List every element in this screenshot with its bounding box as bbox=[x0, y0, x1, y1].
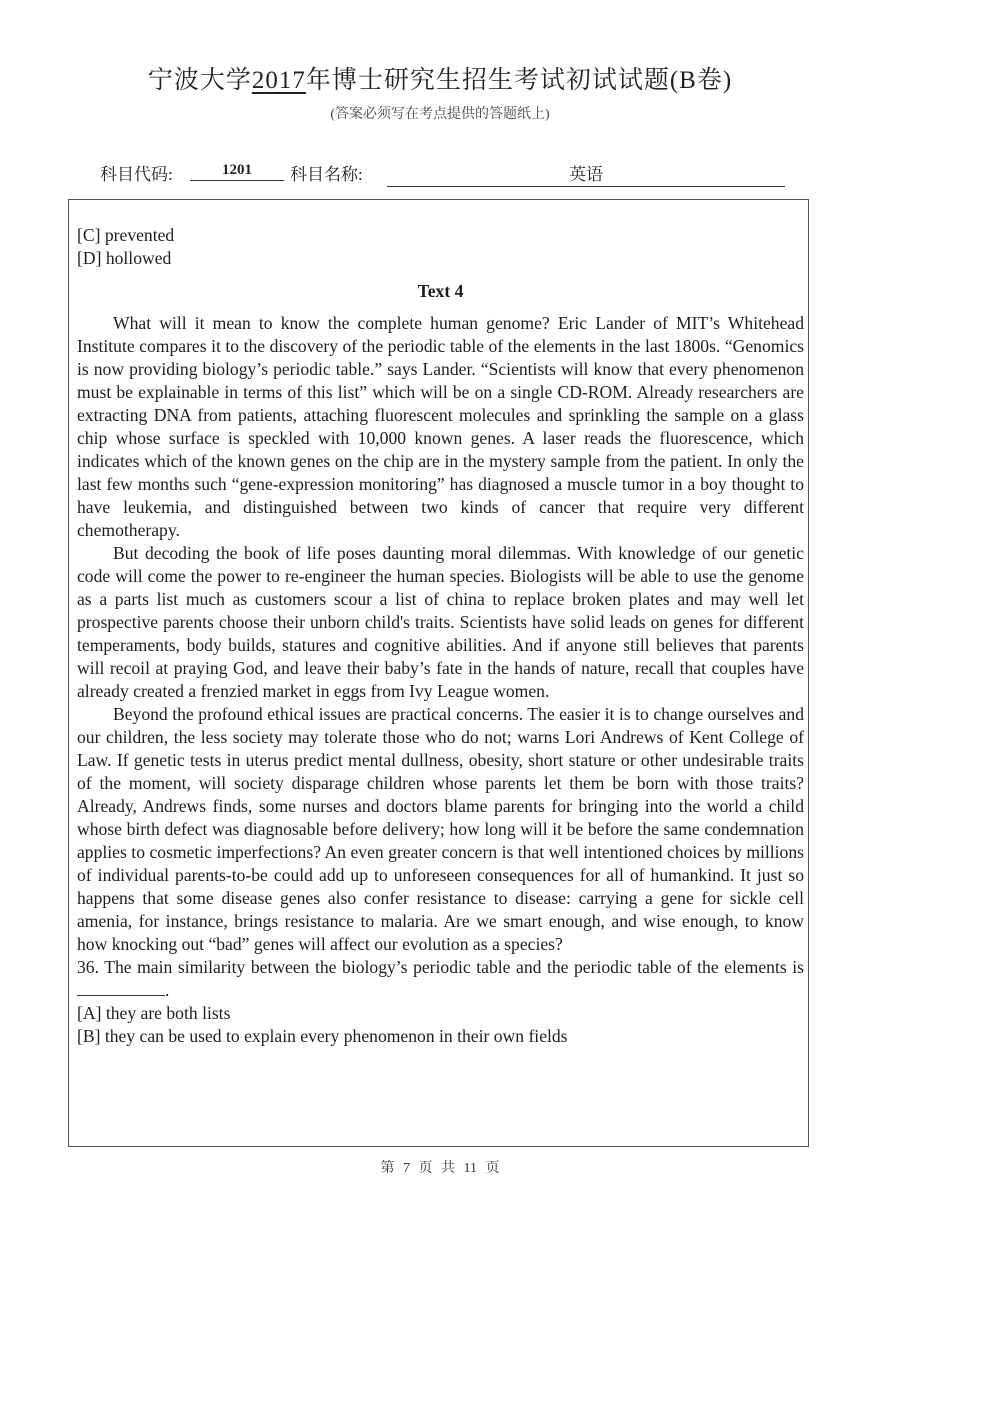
subject-code-label: 科目代码: bbox=[100, 165, 173, 184]
paragraph-1: What will it mean to know the complete human genome? Eric Lander of MIT’s Whitehead Institute compares it to the discovery of the periodic table of the elements in the last 1800s. “Genomics is now providing biology’s periodic table.” says Lander. “Scientists will know that every phenomenon must be explainable in terms of this list” which will be on a single CD-ROM. Already researchers are extracting DNA from patients, attaching fluorescent molecules and sprinkling the sample on a glass chip whose surface is speckled with 10,000 known genes. A laser reads the fluorescence, which indicates which of the known genes on the chip are in the mystery sample from the patient. In only the last few months such “gene-expression monitoring” has diagnosed a muscle tumor in a boy thought to have leukemia, and distinguished between two kinds of cancer that require very different chemotherapy. bbox=[77, 313, 804, 540]
paragraph-2: But decoding the book of life poses daunting moral dilemmas. With knowledge of our genetic code will come the power to re-engineer the human species. Biologists will be able to use the genome as a parts list much as customers scour a list of china to replace broken plates and may well let prospective parents choose their unborn child's traits. Scientists have solid leads on genes for different temperaments, body builds, statures and cognitive abilities. And if anyone still believes that parents will recoil at praying God, and leave their baby’s fate in the hands of nature, recall that couples have already created a frenzied market in eggs from Ivy League women. bbox=[77, 543, 804, 701]
answer-sheet-note: (答案必须写在考点提供的答题纸上) bbox=[330, 107, 550, 122]
page-number: 第 7 页 共 11 页 bbox=[380, 1161, 500, 1176]
question-content bbox=[77, 224, 804, 1048]
subject-name-label: 科目名称: bbox=[290, 165, 363, 184]
option-c: [C] prevented bbox=[77, 225, 175, 245]
q36-option-a: [A] they are both lists bbox=[77, 1003, 231, 1023]
title-prefix: 宁波大学 bbox=[147, 67, 252, 94]
title-suffix: 年博士研究生招生考试初试试题(B卷) bbox=[305, 67, 733, 94]
subject-code-value: 1201 bbox=[190, 162, 284, 181]
q36-option-b: [B] they can be used to explain every phenomenon in their own fields bbox=[77, 1026, 568, 1046]
question-36 bbox=[77, 956, 804, 1002]
question-36-end: . bbox=[165, 980, 170, 1000]
option-d: [D] hollowed bbox=[77, 248, 172, 268]
subject-name-value: 英语 bbox=[387, 160, 785, 187]
paragraph-3: Beyond the profound ethical issues are practical concerns. The easier it is to change ourselves and our children, the less society may tolerate those who do not; warns Lori Andrews of Kent College of Law. If genetic tests in uterus predict mental dullness, obesity, short stature or other undesirable traits of the moment, will society disparage children whose parents let them be born with those traits? Already, Andrews finds, some nurses and doctors blame parents for bringing into the world a child whose birth defect was diagnosable before delivery; how long will it be before the same condemnation applies to cosmetic imperfections? An even greater concern is that well intentioned choices by millions of individual parents-to-be could add up to unforeseen consequences for all of humankind. It just so happens that some disease genes also confer resistance to disease: carrying a gene for sickle cell amenia, for instance, brings resistance to malaria. Are we smart enough, and wise enough, to know how knocking out “bad” genes will affect our evolution as a species? bbox=[77, 704, 804, 954]
title-year: 2017 bbox=[251, 67, 306, 94]
text-heading: Text 4 bbox=[417, 281, 464, 301]
exam-title bbox=[0, 60, 880, 96]
answer-blank bbox=[77, 979, 165, 996]
question-36-text: 36. The main similarity between the biology’s periodic table and the periodic table of the elements is bbox=[77, 957, 804, 977]
